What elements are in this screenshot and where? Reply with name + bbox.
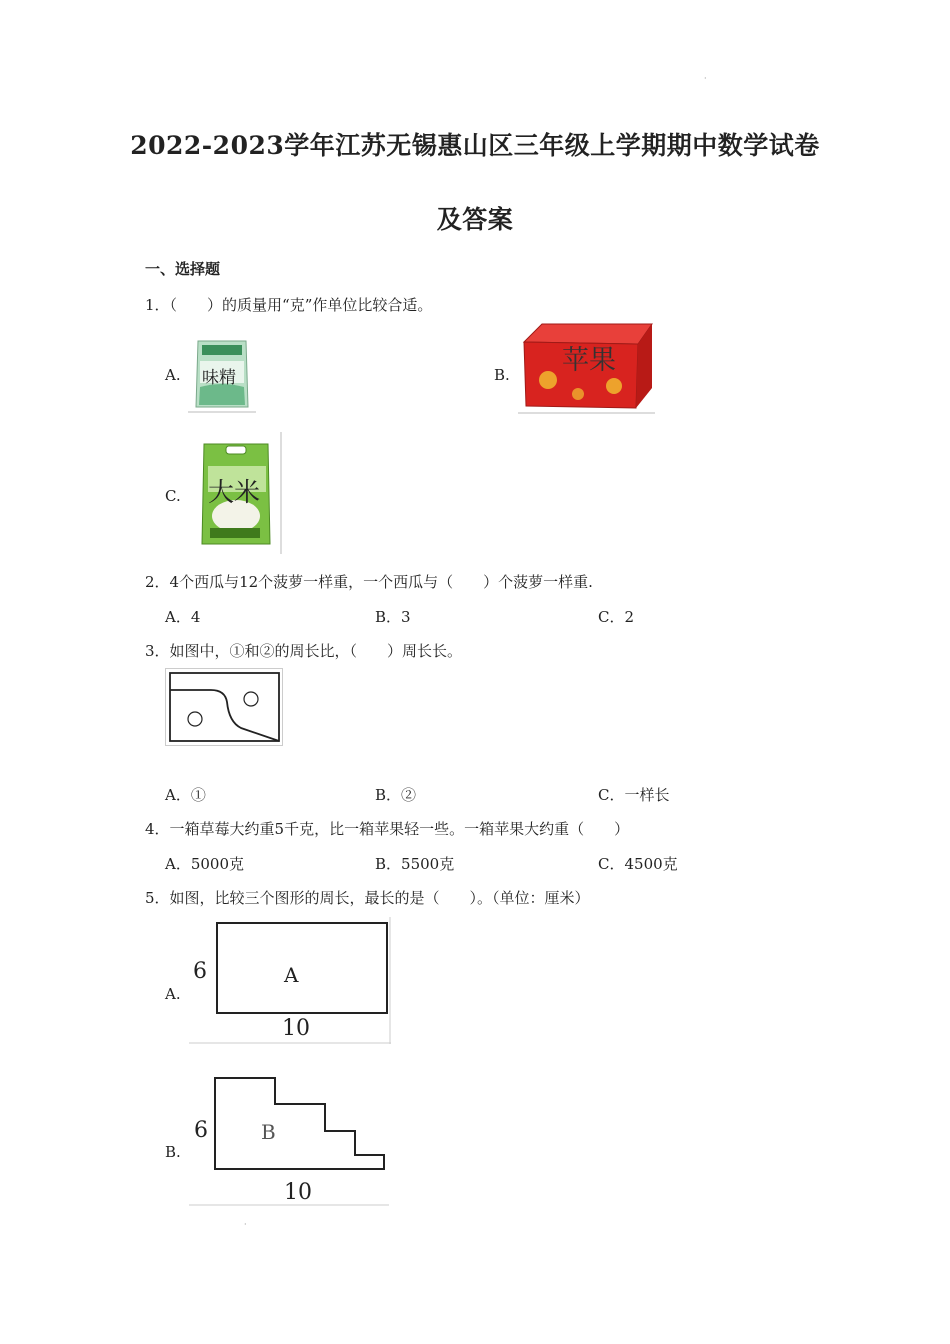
rice-bag-label: 大米 <box>208 478 261 508</box>
question-5: 5．如图，比较三个图形的周长，最长的是（ ）。（单位：厘米） <box>145 889 590 907</box>
q4-option-b: B．5500克 <box>375 855 455 873</box>
rect-a-name: A <box>284 963 299 987</box>
q1-option-b-label: B. <box>494 366 510 384</box>
rice-bag-image <box>196 432 282 554</box>
q3-option-c: C．一样长 <box>598 786 670 804</box>
rect-a-bottom-label: 10 <box>282 1016 310 1041</box>
q2-option-a: A．4 <box>165 608 201 626</box>
q2-option-b: B．3 <box>375 608 411 626</box>
question-3: 3．如图中，①和②的周长比，（ ）周长长。 <box>145 642 463 660</box>
corner-mark: · <box>704 74 707 83</box>
q5-option-a-label: A. <box>165 985 181 1003</box>
stair-b-side-label: 6 <box>194 1118 208 1143</box>
doc-title-line1: 2022-2023学年江苏无锡惠山区三年级上学期期中数学试卷 <box>130 131 820 160</box>
msg-bag-label: 味精 <box>202 368 236 388</box>
q1-option-a-label: A. <box>165 366 181 384</box>
perimeter-figure <box>165 668 283 746</box>
q1-option-c-label: C. <box>165 487 181 505</box>
q3-option-a: A．① <box>165 786 206 804</box>
q5-option-b-label: B. <box>165 1143 181 1161</box>
question-2: 2．4个西瓜与12个菠萝一样重，一个西瓜与（ ）个菠萝一样重. <box>145 573 593 591</box>
q4-option-a: A．5000克 <box>165 855 245 873</box>
footer-mark: · <box>244 1220 247 1229</box>
apple-box-image <box>518 320 655 414</box>
q2-option-c: C．2 <box>598 608 635 626</box>
rect-a-side-label: 6 <box>193 959 207 984</box>
stair-b-bottom-label: 10 <box>284 1180 312 1205</box>
question-4: 4．一箱草莓大约重5千克，比一箱苹果轻一些。一箱苹果大约重（ ） <box>145 820 630 838</box>
q4-option-c: C．4500克 <box>598 855 678 873</box>
section-heading: 一、选择题 <box>145 260 221 278</box>
question-1: 1．（ ）的质量用“克”作单位比较合适。 <box>145 296 433 314</box>
q3-option-b: B．② <box>375 786 417 804</box>
doc-title-line2: 及答案 <box>436 205 514 234</box>
msg-bag-image <box>188 335 256 413</box>
apple-box-label: 苹果 <box>562 345 616 376</box>
staircase-b-figure <box>189 1073 389 1206</box>
stair-b-name: B <box>261 1120 276 1144</box>
rectangle-a-figure <box>189 917 391 1044</box>
